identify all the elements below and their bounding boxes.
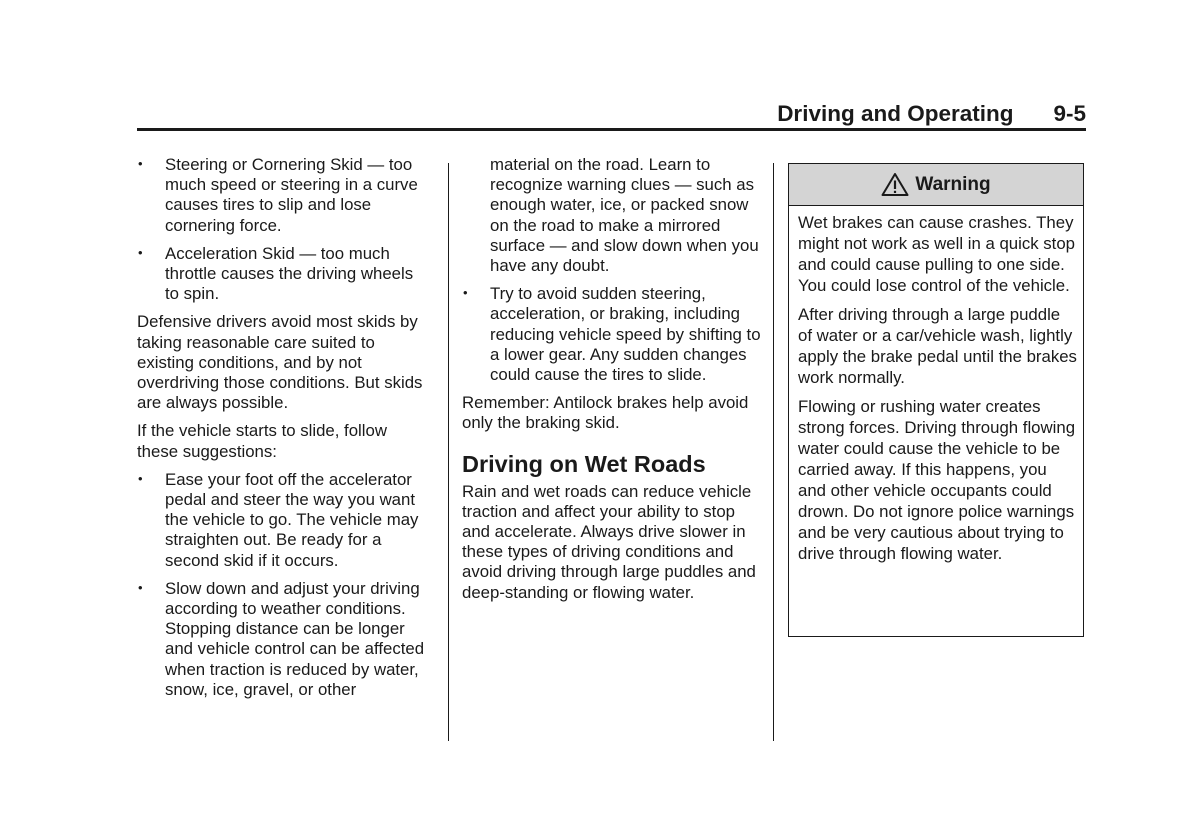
list-item-text: Steering or Cornering Skid — too much speed or steering in a curve causes tires to slip and lose cornering force. <box>165 155 418 235</box>
list-item-text: Try to avoid sudden steering, acceleration, or braking, including reducing vehicle speed by shifting to a lower gear. Any sudden changes could cause the tires to slide. <box>490 284 761 385</box>
bullet-icon: • <box>138 156 143 171</box>
column-1 <box>137 155 429 708</box>
column-divider-2 <box>773 163 774 741</box>
bullet-icon: • <box>138 244 143 260</box>
list-item-text: Ease your foot off the accelerator pedal and steer the way you want the vehicle to go. The vehicle may straighten out. Be ready for a second skid if it occurs. <box>165 469 419 570</box>
warning-box <box>788 163 1084 637</box>
paragraph: Rain and wet roads can reduce vehicle traction and affect your ability to stop and accelerate. Always drive slower in these types of driving conditions and avoid driving through large puddles and deep-standing or flowing water. <box>462 481 756 602</box>
paragraph: Remember: Antilock brakes help avoid only the braking skid. <box>462 393 749 433</box>
list-item-text: Slow down and adjust your driving according to weather conditions. Stopping distance can be longer and vehicle control can be affected when traction is reduced by water, snow, ice, gravel, or other <box>165 578 425 699</box>
warning-paragraph: Flowing or rushing water creates strong forces. Driving through flowing water could cause the vehicle to be carried away. If this happens, you and other vehicle occupants could drown. Do not ignore police warnings and be very cautious about trying to drive through flowing water. <box>798 397 1076 563</box>
list-item <box>137 579 429 700</box>
bullet-icon: • <box>138 579 143 595</box>
warning-title: Warning <box>915 173 991 195</box>
list-item <box>137 244 429 305</box>
column-divider-1 <box>448 163 449 741</box>
section-title: Driving and Operating <box>777 101 1014 126</box>
header-rule <box>137 128 1086 131</box>
bullet-icon: • <box>138 470 143 486</box>
page-header <box>0 100 1086 128</box>
list-item-text: Acceleration Skid — too much throttle causes the driving wheels to spin. <box>165 243 414 304</box>
section-heading: Driving on Wet Roads <box>462 450 706 477</box>
list-item <box>137 155 429 236</box>
paragraph: Defensive drivers avoid most skids by taking reasonable care suited to existing conditions, and by not overdriving those conditions. But skids are always possible. <box>137 312 423 413</box>
list-item <box>137 470 429 571</box>
paragraph-continuation: material on the road. Learn to recognize warning clues — such as enough water, ice, or packed snow on the road to make a mirrored surface — and slow down when you have any doubt. <box>490 155 759 276</box>
paragraph: If the vehicle starts to slide, follow these suggestions: <box>137 421 387 461</box>
column-2 <box>462 155 762 611</box>
warning-body <box>789 206 1083 564</box>
warning-triangle-icon <box>881 172 909 197</box>
page-number: 9-5 <box>1053 101 1086 126</box>
bullet-icon: • <box>463 285 468 301</box>
warning-paragraph: After driving through a large puddle of water or a car/vehicle wash, lightly apply the brake pedal until the brakes work normally. <box>798 305 1077 387</box>
list-item <box>462 284 762 385</box>
warning-header <box>789 164 1083 206</box>
warning-paragraph: Wet brakes can cause crashes. They might not work as well in a quick stop and could cause pulling to one side. You could lose control of the vehicle. <box>798 213 1076 295</box>
